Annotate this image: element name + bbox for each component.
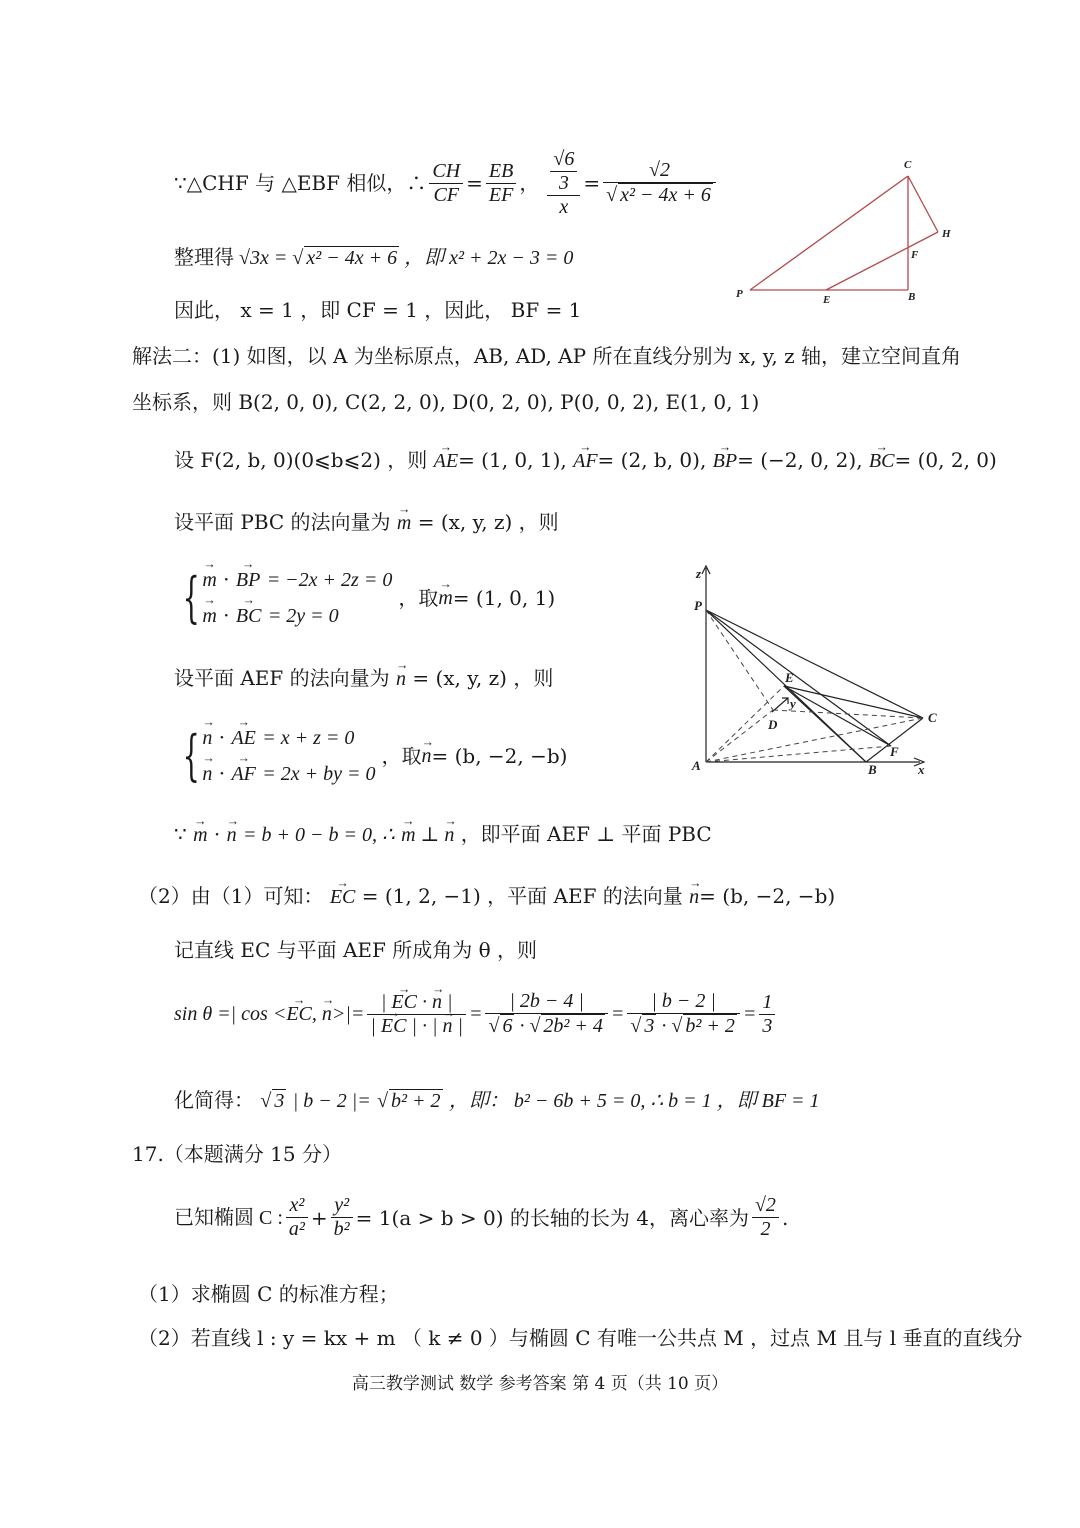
fig1-label-p: P	[736, 288, 743, 300]
reduce-line: 化简得： √ 3 | b − 2 |= √ b² + 2 ，即： b² − 6b + 5 = 0, ∴ b = 1 ，即 BF = 1	[174, 1088, 820, 1112]
sys2-take-vec: → n	[421, 744, 431, 768]
simplify-line: 整理得 √3x = √ x² − 4x + 6 ，即 x² + 2x − 3 = 0	[174, 247, 574, 269]
stmt-end: .	[781, 1205, 789, 1230]
frac-2: $\frac{| 2b - 4 |}{\text{√ 6 · √ 2b² + 4}}$	[485, 990, 607, 1038]
ellipse-statement: 已知椭圆 C : $\frac{\text{x²}}{\text{a²}}$ + $\frac{\text{y²}}{\text{b²}}$ = 1(a > b > 0) 的长轴的长为 4，离心率为 $\frac{√2}{2}$ .	[174, 1194, 789, 1240]
reduce-mid: | b − 2 |=	[292, 1090, 371, 1112]
x-squared: x²	[286, 1194, 308, 1218]
f2-den-a: 6	[502, 1015, 513, 1037]
fig2-label-p: P	[694, 598, 702, 613]
pbc-suffix: = (x, y, z) ，则	[417, 510, 559, 534]
fig1-label-h: H	[942, 228, 951, 240]
sys2-row1-tail: = x + z = 0	[262, 727, 355, 749]
ratio-cf: CF	[433, 183, 460, 206]
frac-3: $\frac{| b - 2 |}{\text{√ 3 · √ b² + 2}}$	[627, 990, 739, 1038]
ratio-eb: EB	[486, 160, 516, 184]
set-f-line	[174, 448, 997, 473]
therefore-line: 因此， x = 1 ，即 CF = 1 ，因此， BF = 1	[174, 298, 582, 322]
set-f-prefix: 设 F(2, b, 0)(0⩽b⩽2) ，则	[174, 448, 428, 472]
rhs-fraction: $\frac{√2}{\text{√ x² − 4x + 6}}$	[603, 159, 716, 207]
perp-mid: = b + 0 − b = 0, ∴	[242, 824, 395, 846]
vec-bc-val: = (0, 2, 0)	[894, 448, 997, 472]
vec-ae-val: = (1, 0, 1),	[458, 448, 567, 472]
simplify-prefix: 整理得	[174, 247, 234, 269]
problem17-q1: （1）求椭圆 C 的标准方程；	[138, 1282, 399, 1306]
ratio-eb-ef	[486, 160, 516, 207]
rhs-num: √2	[603, 159, 716, 183]
vec-m: → m	[397, 511, 411, 535]
fig2-label-c: C	[928, 710, 937, 725]
reduce-suffix: ，即： b² − 6b + 5 = 0, ∴ b = 1 ，即 BF = 1	[448, 1090, 820, 1112]
b-squared: b²	[333, 1218, 350, 1240]
sys2-row2-vec: → AF	[231, 757, 255, 792]
perpendicular-line: ∵ → m · → n = b + 0 − b = 0, ∴ → m ⊥ → n ，即平面 AEF ⊥ 平面 PBC	[174, 822, 712, 847]
f4-den: 3	[762, 1014, 773, 1037]
fig1-label-f: F	[911, 249, 919, 261]
triangle-figure	[728, 150, 958, 315]
vec-bp-val: = (−2, 0, 2),	[737, 448, 863, 472]
simplify-rhs: x² − 4x + 6	[306, 247, 398, 269]
outer-den: x	[559, 195, 569, 218]
fig2-label-x: x	[918, 762, 925, 777]
reduce-prefix: 化简得：	[174, 1088, 254, 1112]
frac-4	[759, 991, 775, 1038]
fig2-label-a: A	[692, 758, 701, 773]
pbc-prefix: 设平面 PBC 的法向量为	[174, 510, 391, 534]
inner-num: √6	[550, 148, 577, 172]
frac-x2-a2	[286, 1194, 308, 1241]
angle-line: 记直线 EC 与平面 AEF 所成角为 θ ，则	[174, 938, 538, 962]
reduce-a: 3	[274, 1090, 285, 1112]
page-footer: 高三教学测试 数学 参考答案 第 4 页（共 10 页）	[351, 1374, 729, 1394]
sys1-row1-tail: = −2x + 2z = 0	[266, 569, 393, 591]
nested-fraction	[547, 148, 580, 219]
f2-num: | 2b − 4 |	[485, 990, 607, 1014]
sys2-take: ，取	[381, 744, 422, 768]
eccentricity-frac	[752, 1194, 779, 1241]
ecc-den: 2	[760, 1218, 771, 1240]
method2-line1: 解法二：(1) 如图，以 A 为坐标原点，AB, AD, AP 所在直线分别为 x, y, z 轴，建立空间直角	[132, 344, 962, 368]
stmt-prefix: 已知椭圆 C :	[174, 1206, 283, 1229]
ratio-ch: CH	[429, 160, 463, 184]
a-squared: a²	[288, 1218, 305, 1240]
problem17-q2: （2）若直线 l : y = kx + m （ k ≠ 0 ）与椭圆 C 有唯一公共点 M ，过点 M 且与 l 垂直的直线分	[138, 1326, 1023, 1350]
sys2-take-val: = (b, −2, −b)	[431, 744, 568, 768]
ecc-num: √2	[752, 1194, 779, 1218]
fig1-label-b: B	[908, 291, 916, 303]
sys1-take-vec: → m	[438, 586, 452, 610]
similar-triangles-line: ∵△CHF 与 △EBF 相似，∴ $\frac{CH}{CF}$ = $\frac{EB}{EF}$ ， $\frac{\frac{√6}{3}}{x}$ = $\frac{√2}{\text{√ x² − 4x + 6}}$	[174, 138, 719, 228]
sys1-row2-tail: = 2y = 0	[267, 605, 339, 627]
ratio-ch-cf	[429, 160, 463, 207]
part2-line: （2）由（1）可知： → EC = (1, 2, −1) ，平面 AEF 的法向量 → n= (b, −2, −b)	[138, 884, 835, 909]
part2-prefix: （2）由（1）可知：	[138, 884, 324, 908]
aef-suffix: = (x, y, z) ，则	[412, 666, 554, 690]
vec-af-val: = (2, b, 0),	[597, 448, 707, 472]
f4-num: 1	[759, 991, 775, 1015]
aef-normal-line	[174, 666, 553, 691]
stmt-mid: = 1(a > b > 0) 的长轴的长为 4，离心率为	[355, 1205, 749, 1230]
method2-line2: 坐标系，则 B(2, 0, 0), C(2, 2, 0), D(0, 2, 0), P(0, 0, 2), E(1, 0, 1)	[132, 390, 760, 414]
frac-y2-b2	[331, 1194, 353, 1241]
perp-suffix: ，即平面 AEF ⊥ 平面 PBC	[460, 822, 712, 846]
vec-ec: → EC	[330, 885, 356, 909]
sys1-row1-vec: → BP	[236, 563, 260, 598]
aef-prefix: 设平面 AEF 的法向量为	[174, 666, 390, 690]
fig2-label-f: F	[890, 744, 899, 759]
reduce-b: b² + 2	[391, 1090, 441, 1112]
simplify-suffix: ，即 x² + 2x − 3 = 0	[404, 247, 574, 269]
f3-num: | b − 2 |	[627, 990, 739, 1014]
vec-bc: → BC	[869, 449, 895, 473]
vec-n: → n	[396, 667, 406, 691]
sin-mid: >|=	[331, 1003, 365, 1025]
system-1: { → m · → BP = −2x + 2z = 0 → m · → BC = 2y = 0 ，取 → m = (1, 0, 1)	[174, 562, 555, 634]
fig1-label-e: E	[823, 294, 831, 306]
fig2-label-b: B	[868, 762, 877, 777]
fig2-label-d: D	[768, 717, 778, 732]
sys2-row2-tail: = 2x + by = 0	[262, 763, 376, 785]
inner-den: 3	[558, 171, 569, 194]
sin-theta-line: sin θ =| cos < → EC, → n >|= $\frac{| \to EC \cdot \to n |}{| \to EC | \cdot | \to n |}$ = $\frac{| 2b - 4 |}{\text{√ 6 · √ 2b² + 4}}$ = $\frac{| b - 2 |}{\text{√ 3 · √ b² + 2}}$ = $\frac{1}{3}$	[174, 990, 778, 1038]
frac-1: $\frac{| \to EC \cdot \to n |}{| \to EC | \cdot | \to n |}$	[367, 991, 466, 1038]
vec-ae: → AE	[434, 449, 458, 473]
system-2: { → n · → AE = x + z = 0 → n · → AF = 2x + by = 0 ，取 → n = (b, −2, −b)	[174, 720, 567, 792]
sys2-row1-vec: → AE	[231, 721, 255, 756]
fig2-label-y: y	[790, 696, 796, 711]
fig2-label-e: E	[785, 670, 794, 685]
part2-val: = (1, 2, −1) ，平面 AEF 的法向量	[361, 884, 683, 908]
f3-den-b: b² + 2	[685, 1015, 735, 1037]
sin-lhs: sin θ =| cos <	[174, 1003, 287, 1025]
similar-premise: ∵△CHF 与 △EBF 相似，∴	[174, 171, 427, 195]
pbc-normal-line	[174, 510, 559, 535]
similar-comma: ，	[519, 171, 540, 195]
problem17-header: 17.（本题满分 15 分）	[132, 1142, 342, 1166]
part2-nval: = (b, −2, −b)	[699, 884, 836, 908]
vec-bp: → BP	[713, 449, 737, 473]
sys1-take-val: = (1, 0, 1)	[452, 586, 556, 610]
f2-den-b: 2b² + 4	[543, 1015, 603, 1037]
vec-af: → AF	[573, 449, 597, 473]
sys1-take: ，取	[398, 586, 439, 610]
f1-den-tail: | · |	[411, 1014, 438, 1037]
fig2-label-z: z	[696, 566, 702, 581]
rhs-den: x² − 4x + 6	[620, 184, 711, 206]
ratio-ef: EF	[488, 183, 514, 206]
f3-den-a: 3	[644, 1015, 655, 1037]
sys1-row2-vec: → BC	[236, 599, 262, 634]
y-squared: y²	[331, 1194, 353, 1218]
pyramid-figure	[688, 562, 958, 782]
fig1-label-c: C	[904, 159, 912, 171]
simplify-lhs: √3x =	[239, 247, 288, 269]
